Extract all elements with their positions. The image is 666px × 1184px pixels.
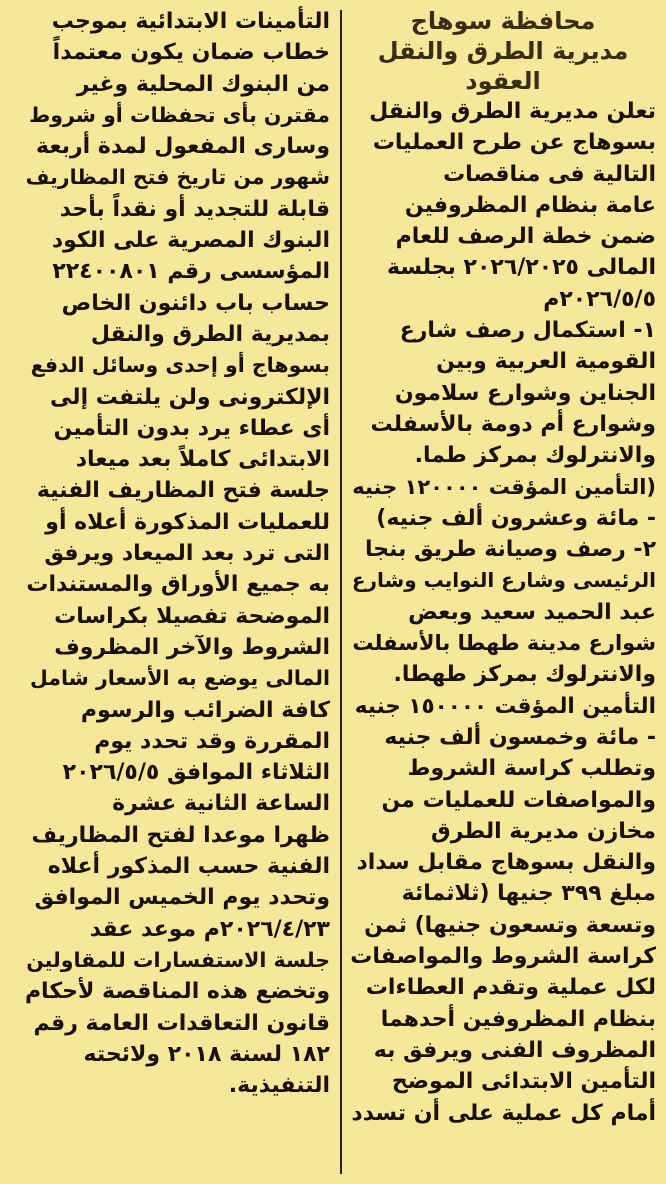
department-heading: العقود — [465, 67, 541, 95]
text-line: ظهرا موعدا لفتح المظاريف — [31, 822, 330, 848]
text-line: الفنية حسب المذكور أعلاه — [47, 854, 330, 880]
text-line: - مائة وعشرون ألف جنيه) — [376, 505, 656, 531]
text-line: وتطلب كراسة الشروط — [407, 756, 656, 782]
text-line: التأمين الابتدائى الموضح — [391, 1069, 656, 1095]
text-line: وتسعة وتسعون جنيها) ثمن — [364, 912, 656, 938]
text-line: المؤسسى رقم ٢٢٤٠٠٨٠١ — [52, 259, 330, 285]
text-line: أمام كل عملية على أن تسدد — [351, 1100, 656, 1126]
text-line: الشروط والآخر المظروف — [54, 634, 330, 660]
right-column — [342, 6, 658, 1178]
text-line: التى ترد بعد الميعاد ويرفق — [44, 541, 330, 567]
text-line: بسوهاج عن طرح العمليات — [372, 130, 656, 156]
text-line: شهور من تاريخ فتح المظاريف — [25, 165, 330, 190]
text-line: خطاب ضمان يكون معتمداً — [52, 40, 330, 66]
text-line: لكل عملية وتقدم العطاءات — [365, 975, 656, 1001]
text-line: التنفيذية. — [228, 1073, 330, 1099]
directorate-heading: مديرية الطرق والنقل — [377, 37, 629, 65]
text-line: ١- استكمال رصف شارع — [399, 318, 656, 344]
text-line: القومية العربية وبين — [436, 349, 656, 375]
text-line: المالى ٢٠٢٦/٢٠٢٥ بجلسة — [387, 255, 656, 281]
text-line: التأمين المؤقت ١٥٠٠٠٠ جنيه — [354, 693, 656, 719]
text-line: المظروف الفنى ويرفق به — [373, 1037, 656, 1063]
text-line: المقررة وقد تحدد يوم — [94, 728, 330, 754]
text-line: التأمينات الابتدائية بموجب — [51, 9, 330, 34]
text-line: جلسة الاستفسارات للمقاولين — [26, 947, 330, 972]
text-line: الابتدائى كاملاً بعد ميعاد — [75, 447, 330, 473]
text-line: التالية فى مناقصات — [443, 161, 656, 187]
text-line: البنوك المصرية على الكود — [51, 228, 330, 254]
left-column-text — [24, 6, 330, 1101]
text-line: أى عطاء يرد بدون التأمين — [53, 415, 330, 441]
right-column-text — [350, 96, 656, 1129]
text-line: شوارع مدينة طهطا بالأسفلت — [352, 631, 656, 656]
text-line: به جميع الأوراق والمستندات — [26, 572, 330, 598]
text-line: المالى يوضع به الأسعار شامل — [29, 666, 330, 691]
text-line: مبلغ ٣٩٩ جنيها (ثلاثمائة — [401, 881, 656, 907]
text-line: مخازن مديرية الطرق — [431, 818, 656, 844]
text-line: ٢٠٢٦/٥/٥م — [543, 286, 656, 312]
text-line: كراسة الشروط والمواصفات — [350, 944, 656, 970]
text-line: (التأمين المؤقت ١٢٠٠٠٠ جنيه — [352, 474, 656, 499]
text-line: عبد الحميد سعيد وبعض — [408, 599, 656, 625]
text-line: والمواصفات للعمليات من — [381, 787, 656, 813]
text-line: حساب باب دائنون الخاص — [61, 290, 330, 316]
text-line: وتحدد يوم الخميس الموافق — [34, 885, 330, 911]
text-line: الثلاثاء الموافق ٢٠٢٦/٥/٥ — [62, 760, 330, 786]
text-line: كافة الضرائب والرسوم — [80, 697, 330, 723]
text-line: ٢٠٢٦/٤/٢٣م موعد عقد — [89, 916, 330, 942]
text-line: جلسة فتح المظاريف الفنية — [36, 478, 330, 504]
left-column — [22, 6, 340, 1178]
text-line: ١٨٢ لسنة ٢٠١٨ ولائحته — [83, 1041, 330, 1067]
text-line: الساعة الثانية عشرة — [112, 791, 330, 817]
text-line: الموضحة تفصيلا بكراسات — [54, 603, 330, 629]
text-line: - مائة وخمسون ألف جنيه — [384, 724, 656, 750]
text-line: وتخضع هذه المناقصة لأحكام — [24, 979, 330, 1005]
text-line: ضمن خطة الرصف للعام — [395, 224, 656, 250]
text-line: بمديرية الطرق والنقل — [90, 321, 330, 347]
text-line: ٢- رصف وصيانة طريق بنجا — [365, 537, 656, 563]
text-line: وسارى المفعول لمدة أربعة — [36, 134, 330, 160]
text-line: قانون التعاقدات العامة رقم — [33, 1010, 330, 1036]
text-line: قابلة للتجديد أو نقداً بأحد — [59, 196, 330, 222]
text-line: وشوارع أم دومة بالأسفلت — [370, 411, 656, 437]
text-line: عامة بنظام المظروفين — [404, 192, 656, 218]
governorate-heading: محافظة سوهاج — [410, 7, 596, 35]
text-line: تعلن مديرية الطرق والنقل — [369, 99, 656, 124]
text-line: والانترلوك بمركز طهطا. — [393, 662, 656, 688]
text-line: الرئيسى وشارع النوايب وشارع — [351, 568, 656, 593]
text-line: والنقل بسوهاج مقابل سداد — [356, 850, 656, 876]
text-line: للعمليات المذكورة أعلاه أو — [45, 509, 330, 535]
text-line: مقترن بأى تحفظات أو شروط — [28, 102, 330, 127]
text-line: والانترلوك بمركز طما. — [414, 443, 656, 469]
text-line: من البنوك المحلية وغير — [76, 71, 330, 97]
text-line: بنظام المظروفين أحدهما — [380, 1006, 656, 1032]
text-line: الإلكترونى ولن يلتفت إلى — [50, 384, 330, 410]
text-line: الجناين وشوارع سلامون — [394, 380, 656, 406]
text-line: بسوهاج أو إحدى وسائل الدفع — [30, 353, 330, 378]
